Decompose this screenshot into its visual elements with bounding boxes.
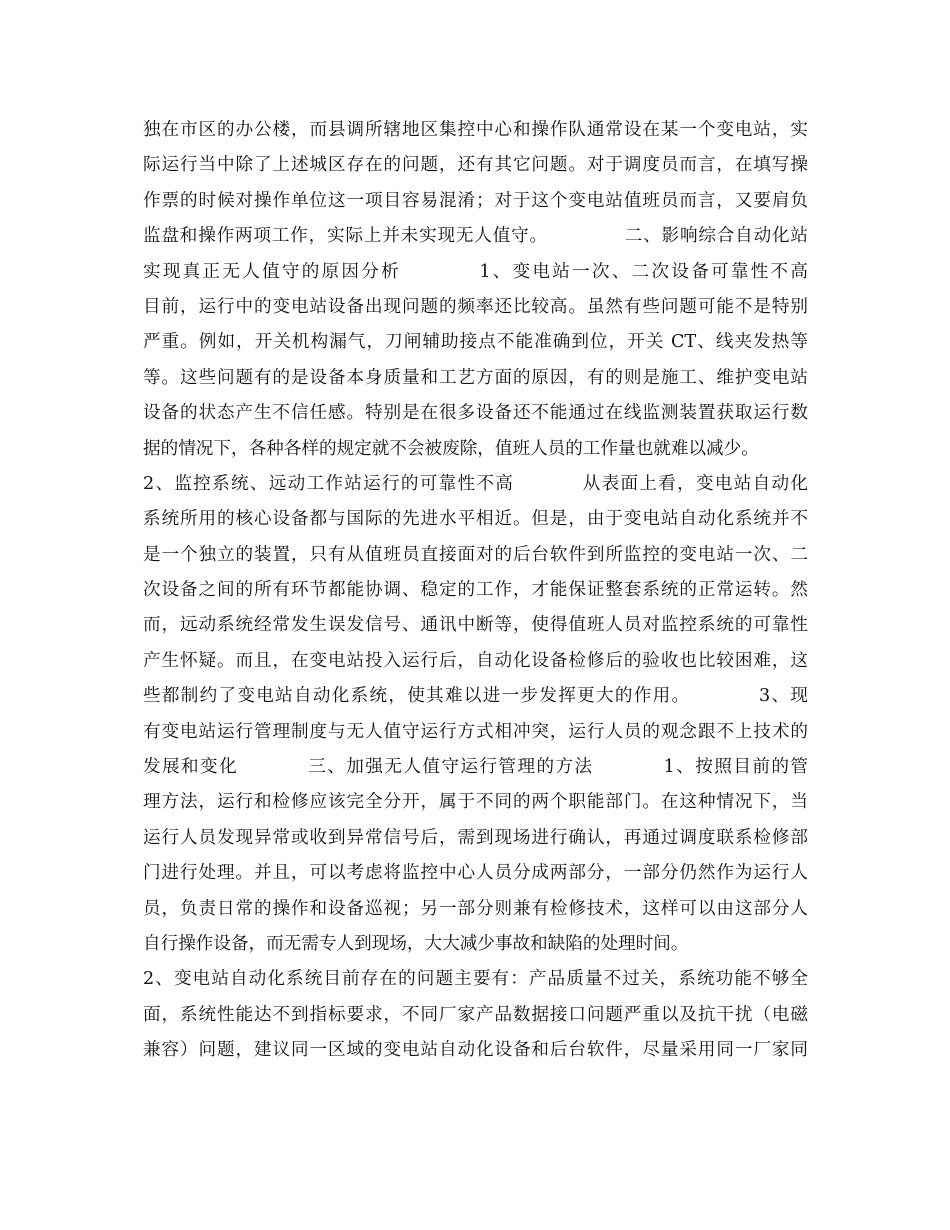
text-line: 是一个独立的装置，只有从值班员直接面对的后台软件到所监控的变电站一次、二 (143, 544, 808, 565)
text-line: 有变电站运行管理制度与无人值守运行方式相冲突，运行人员的观念跟不上技术的 (143, 721, 808, 742)
text-line: 兼容）问题，建议同一区域的变电站自动化设备和后台软件，尽量采用同一厂家同 (143, 1040, 808, 1061)
text-line: 次设备之间的所有环节都能协调、稳定的工作，才能保证整套系统的正常运转。然 (143, 580, 808, 601)
text-line: 而，远动系统经常发生误发信号、通讯中断等，使得值班人员对监控系统的可靠性 (143, 615, 808, 636)
text-line: 运行人员发现异常或收到异常信号后，需到现场进行确认，再通过调度联系检修部 (143, 827, 808, 848)
text-line: 2、变电站自动化系统目前存在的问题主要有：产品质量不过关，系统功能不够全 (143, 969, 808, 990)
text-line: 些都制约了变电站自动化系统，使其难以进一步发挥更大的作用。 3、现 (143, 686, 808, 707)
text-line: 等。这些问题有的是设备本身质量和工艺方面的原因，有的则是施工、维护变电站 (143, 367, 808, 388)
text-line: 门进行处理。并且，可以考虑将监控中心人员分成两部分，一部分仍然作为运行人 (143, 863, 808, 884)
body-text (143, 113, 808, 1069)
text-line: 目前，运行中的变电站设备出现问题的频率还比较高。虽然有些问题可能不是特别 (143, 296, 808, 317)
text-line: 面，系统性能达不到指标要求，不同厂家产品数据接口问题严重以及抗干扰（电磁 (143, 1004, 808, 1025)
text-line: 理方法，运行和检修应该完全分开，属于不同的两个职能部门。在这种情况下，当 (143, 792, 808, 813)
text-line: 际运行当中除了上述城区存在的问题，还有其它问题。对于调度员而言，在填写操 (143, 155, 808, 176)
text-line: 监盘和操作两项工作，实际上并未实现无人值守。 二、影响综合自动化站 (143, 226, 808, 247)
text-line: 据的情况下，各种各样的规定就不会被废除，值班人员的工作量也就难以减少。 (143, 438, 759, 459)
text-line: 2、监控系统、远动工作站运行的可靠性不高 从表面上看，变电站自动化 (143, 473, 808, 494)
text-line: 独在市区的办公楼，而县调所辖地区集控中心和操作队通常设在某一个变电站，实 (143, 120, 808, 140)
text-line: 系统所用的核心设备都与国际的先进水平相近。但是，由于变电站自动化系统并不 (143, 509, 808, 530)
text-line: 实现真正无人值守的原因分析 1、变电站一次、二次设备可靠性不高 (143, 261, 808, 282)
text-line: 作票的时候对操作单位这一项目容易混淆；对于这个变电站值班员而言，又要肩负 (143, 190, 808, 211)
text-line: 产生怀疑。而且，在变电站投入运行后，自动化设备检修后的验收也比较困难，这 (143, 650, 808, 671)
text-line: 员，负责日常的操作和设备巡视；另一部分则兼有检修技术，这样可以由这部分人 (143, 898, 808, 919)
text-line: 自行操作设备，而无需专人到现场，大大减少事故和缺陷的处理时间。 (143, 933, 689, 954)
text-line: 设备的状态产生不信任感。特别是在很多设备还不能通过在线监测装置获取运行数 (143, 403, 808, 424)
text-line: 严重。例如，开关机构漏气，刀闸辅助接点不能准确到位，开关 CT、线夹发热等 (143, 332, 808, 353)
text-line: 发展和变化 三、加强无人值守运行管理的方法 1、按照目前的管 (143, 757, 808, 778)
